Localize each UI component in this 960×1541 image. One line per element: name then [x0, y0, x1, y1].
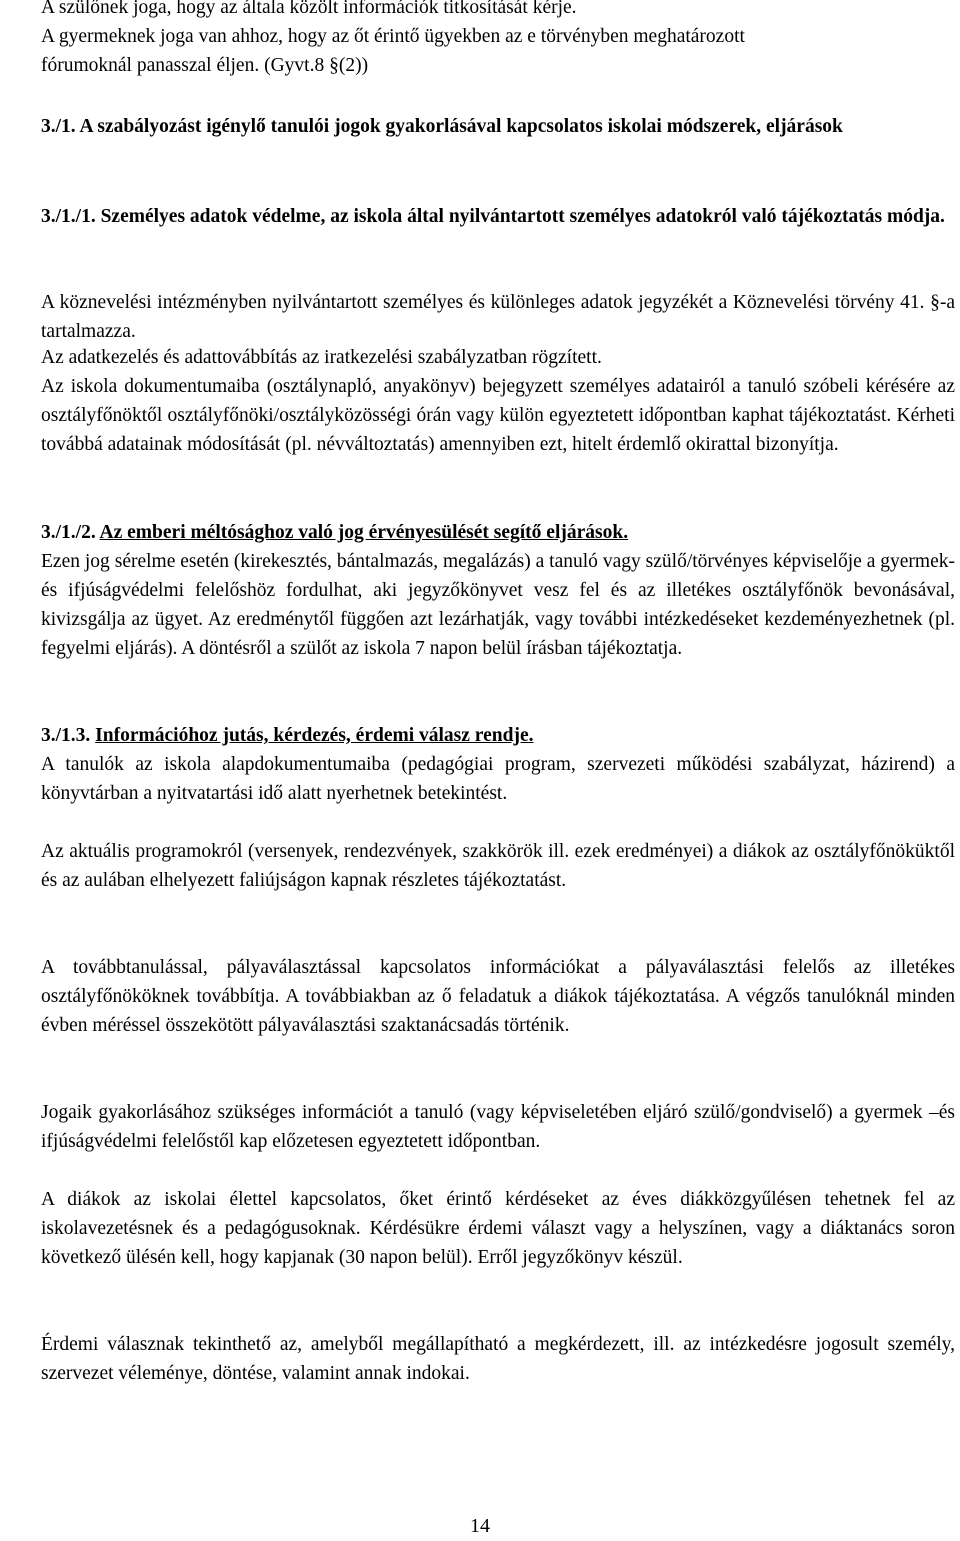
- intro-line-2: A gyermeknek joga van ahhoz, hogy az őt érintő ügyekben az e törvényben meghatározott: [41, 26, 745, 47]
- page-number: 14: [470, 1515, 490, 1537]
- intro-line-1: A szülőnek joga, hogy az általa közölt információk titkosítását kérje.: [41, 0, 577, 18]
- section-3-1-3-para-5: A diákok az iskolai élettel kapcsolatos, őket érintő kérdéseket az éves diákközgyűlésen tehetnek fel az iskolavezetésnek és a pedagógusoknak. Kérdésükre érdemi választ vagy a helyszínen, vagy a diáktanács soron következő ülésén kell, hogy kapjanak (30 napon belül). Erről jegyzőkönyv készül.: [41, 1189, 955, 1268]
- section-3-1-1-para-3: Az iskola dokumentumaiba (osztálynapló, anyakönyv) bejegyzett személyes adatairól a tanuló szóbeli kérésére az osztályfőnöktől osztályfőnöki/osztályközösségi órán vagy külön egyeztetett időpontban kaphat tájékoztatást. Kérheti továbbá adatainak módosítását (pl. névváltoztatás) amennyiben ezt, hitelt érdemlő okirattal bizonyítja.: [41, 376, 955, 455]
- section-3-1-2-heading: [41, 518, 955, 547]
- section-3-1-3-para-6: Érdemi válasznak tekinthető az, amelyből megállapítható a megkérdezett, ill. az intézkedésre jogosult személy, szervezet véleménye, döntése, valamint annak indokai.: [41, 1334, 955, 1384]
- section-3-1-1-para-2: Az adatkezelés és adattovábbítás az iratkezelési szabályzatban rögzített.: [41, 347, 602, 368]
- section-3-1-2-number: 3./1./2.: [41, 522, 96, 543]
- section-3-1-3-para-1: A tanulók az iskola alapdokumentumaiba (pedagógiai program, szervezeti működési szabályzat, házirend) a könyvtárban a nyitvatartási idő alatt nyerhetnek betekintést.: [41, 754, 955, 804]
- section-3-1-1-heading: 3./1./1. Személyes adatok védelme, az iskola által nyilvántartott személyes adatokról való tájékoztatás módja.: [41, 206, 945, 227]
- section-3-1-heading: 3./1. A szabályozást igénylő tanulói jogok gyakorlásával kapcsolatos iskolai módszerek, eljárások: [41, 116, 843, 137]
- section-3-1-1-para-1: A köznevelési intézményben nyilvántartott személyes és különleges adatok jegyzékét a Köznevelési törvény 41. §-a tartalmazza.: [41, 292, 955, 342]
- section-3-1-3-para-4: Jogaik gyakorlásához szükséges információt a tanuló (vagy képviseletében eljáró szülő/gondviselő) a gyermek –és ifjúságvédelmi felelőstől kap előzetesen egyeztetett időpontban.: [41, 1102, 955, 1152]
- section-3-1-3-title: Információhoz jutás, kérdezés, érdemi válasz rendje.: [95, 725, 534, 746]
- section-3-1-2-title: Az emberi méltósághoz való jog érvényesülését segítő eljárások.: [99, 522, 629, 543]
- section-3-1-3-para-2: Az aktuális programokról (versenyek, rendezvények, szakkörök ill. ezek eredményei) a diákok az osztályfőnöküktől és az aulában elhelyezett faliújságon kapnak részletes tájékoztatást.: [41, 841, 955, 891]
- intro-text: [41, 0, 955, 80]
- section-3-1-3-number: 3./1.3.: [41, 725, 91, 746]
- intro-line-3: fórumoknál panasszal éljen. (Gyvt.8 §(2)): [41, 55, 369, 76]
- section-3-1-3-heading: [41, 721, 955, 750]
- section-3-1-3-para-3: A továbbtanulással, pályaválasztással kapcsolatos információkat a pályaválasztási felelős az illetékes osztályfőnököknek továbbítja. A továbbiakban az ő feladatuk a diákok tájékoztatása. A végzős tanulóknál minden évben méréssel összekötött pályaválasztási szaktanácsadás történik.: [41, 957, 955, 1036]
- section-3-1-2-para-1: Ezen jog sérelme esetén (kirekesztés, bántalmazás, megalázás) a tanuló vagy szülő/törvényes képviselője a gyermek- és ifjúságvédelmi felelőshöz fordulhat, aki jegyzőkönyvet vesz fel és az illetékes osztályfőnök bevonásával, kivizsgálja az ügyet. Az eredménytől függően azt lezárhatják, vagy további intézkedéseket kezdeményezhetnek (pl. fegyelmi eljárás). A döntésről a szülőt az iskola 7 napon belül írásban tájékoztatja.: [41, 551, 955, 659]
